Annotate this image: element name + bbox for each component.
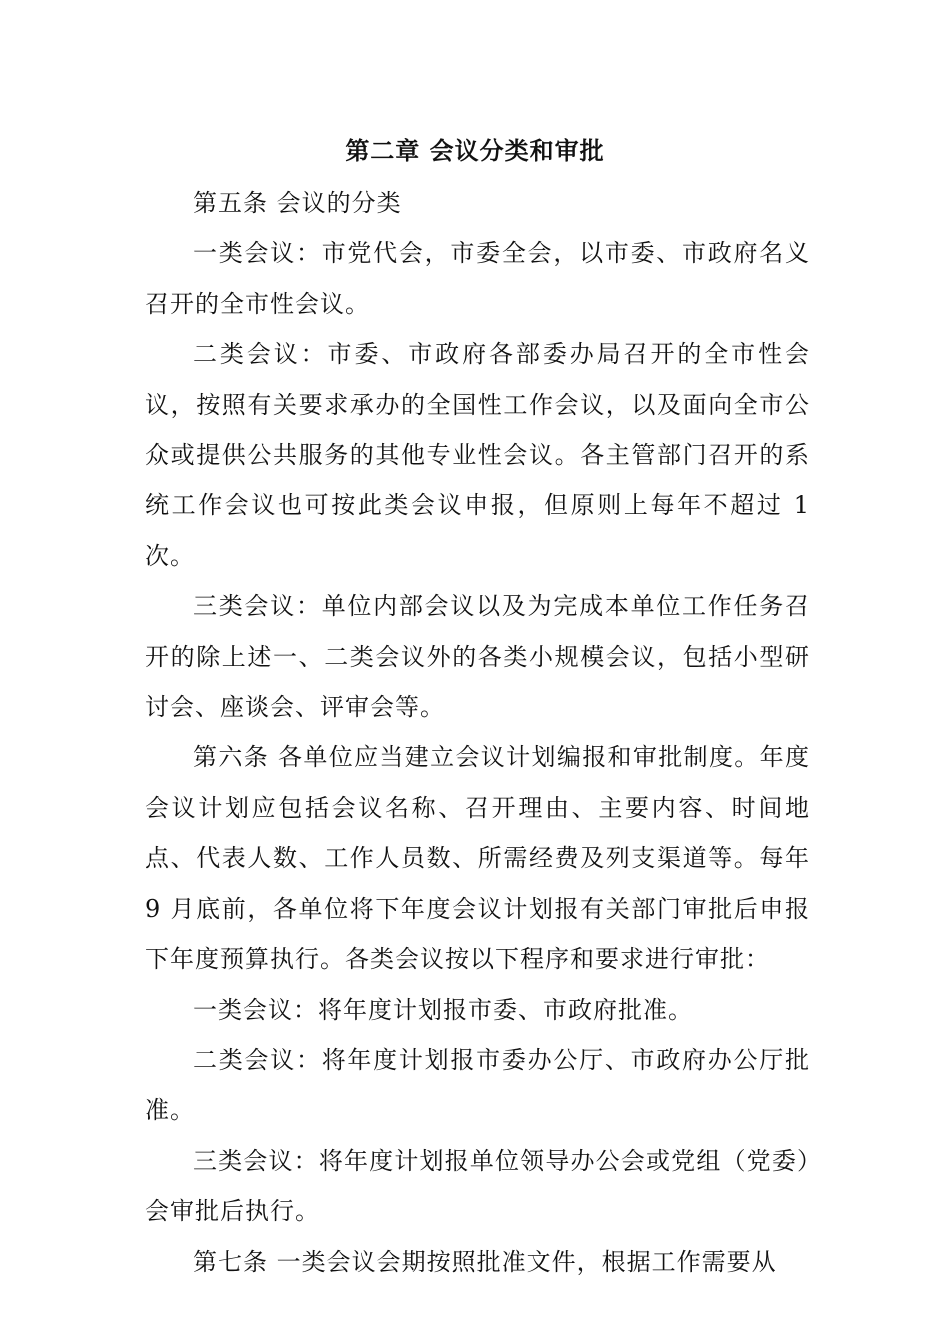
- article-5-heading: 第五条 会议的分类: [193, 189, 402, 217]
- article-6-paragraph: 第六条 各单位应当建立会议计划编报和审批制度。年度会议计划应包括会议名称、召开理由、主要内容、时间地点、代表人数、工作人员数、所需经费及列支渠道等。每年 9 月底前，各单位将下年度会议计划报有关部门审批后申报下年度预算执行。各类会议按以下程序和要求进行审批：: [145, 743, 810, 974]
- paragraph-class-two-meetings: 二类会议：市委、市政府各部委办局召开的全市性会议，按照有关要求承办的全国性工作会议，以及面向全市公众或提供公共服务的其他专业性会议。各主管部门召开的系统工作会议也可按此类会议申报，但原则上每年不超过 1 次。: [145, 340, 810, 570]
- chapter-title: 第二章 会议分类和审批: [345, 137, 605, 165]
- approval-class-two: 二类会议：将年度计划报市委办公厅、市政府办公厅批准。: [145, 1045, 810, 1125]
- document-body: [145, 178, 810, 1287]
- paragraph-class-three-meetings: 三类会议：单位内部会议以及为完成本单位工作任务召开的除上述一、二类会议外的各类小规模会议，包括小型研讨会、座谈会、评审会等。: [145, 592, 810, 722]
- article-7-paragraph: 第七条 一类会议会期按照批准文件，根据工作需要从: [193, 1247, 777, 1276]
- paragraph-class-one-meetings: 一类会议：市党代会，市委全会，以市委、市政府名义召开的全市性会议。: [145, 239, 810, 318]
- approval-class-three: 三类会议：将年度计划报单位领导办公会或党组（党委）会审批后执行。: [145, 1146, 810, 1226]
- approval-class-one: 一类会议：将年度计划报市委、市政府批准。: [193, 995, 693, 1024]
